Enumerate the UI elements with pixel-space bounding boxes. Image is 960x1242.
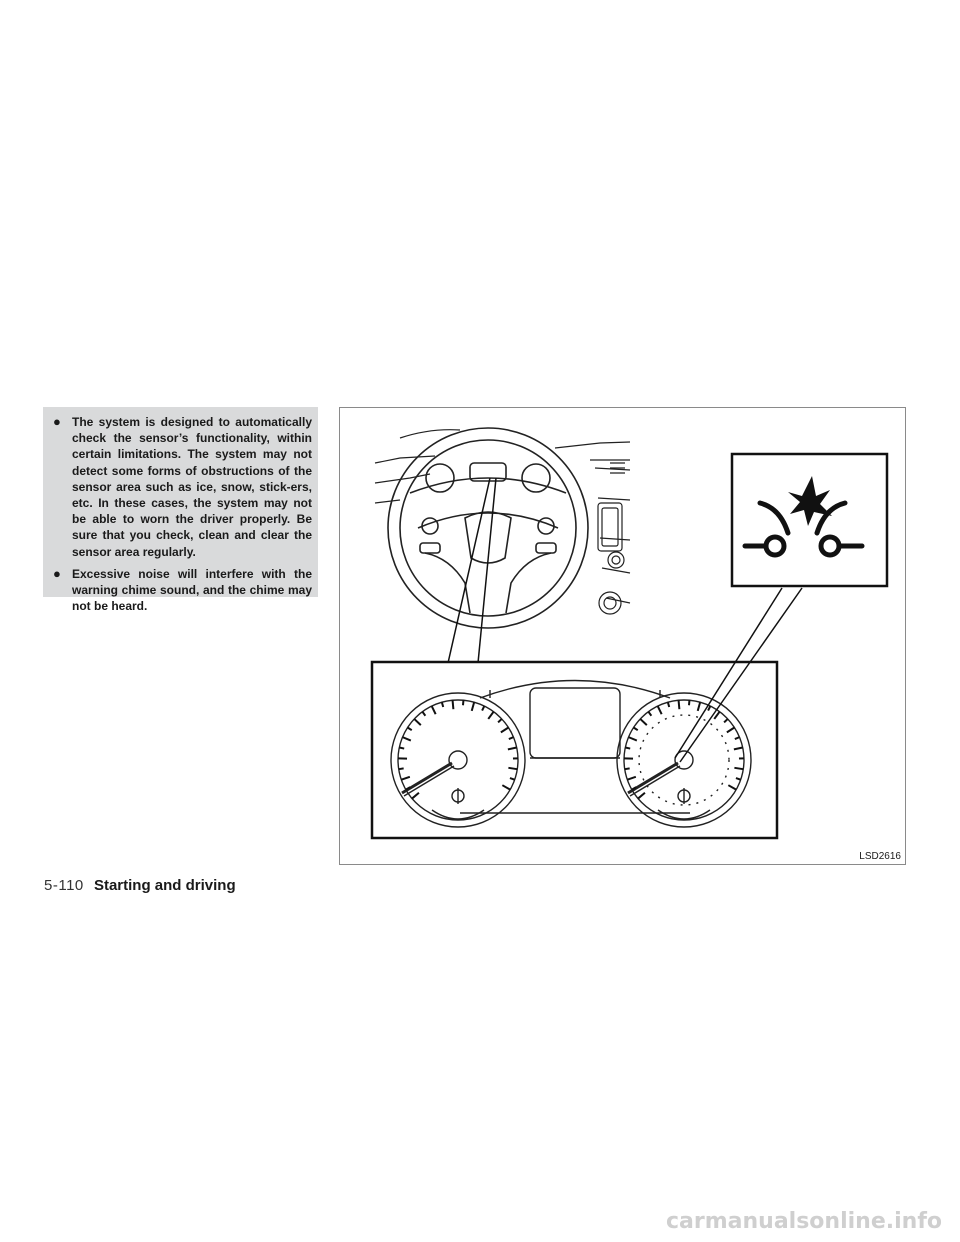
caution-list — [53, 414, 312, 614]
watermark: carmanualsonline.info — [666, 1209, 942, 1234]
gauge-tick — [625, 768, 630, 769]
section-title: Starting and driving — [93, 877, 236, 894]
gauge-tick — [399, 748, 404, 749]
gauge-tick — [668, 702, 669, 707]
gauge-tick — [679, 700, 680, 709]
gauge-tick — [399, 768, 404, 769]
figure-instrument-panel — [339, 407, 906, 865]
gauge-tick — [625, 748, 630, 749]
figure-id: LSD2616 — [859, 851, 901, 862]
caution-item — [53, 414, 312, 560]
gauge-tick — [734, 768, 743, 769]
caution-item-text: The system is designed to automatically check the sensor’s functionality, within certain limitations. The system may not detect some forms of obstructions of the sensor area such as ice, snow, stick-ers, etc. In these cases, the system may not be able to worn the driver properly. Be sure that you check, clean and clear the sensor area regularly. — [72, 415, 312, 559]
caution-item-text: Excessive noise will interfere with the warning chime sound, and the chime may not be heard. — [72, 566, 312, 614]
steering-wheel — [388, 428, 588, 628]
caution-item — [53, 566, 312, 615]
page-number: 5-110 — [44, 877, 84, 894]
bullet-icon: ● — [53, 414, 61, 429]
caution-box — [43, 407, 318, 614]
instrument-panel-illustration — [340, 408, 905, 864]
gauge-tick — [442, 702, 443, 707]
gauge-tick — [453, 700, 454, 709]
bullet-icon: ● — [53, 565, 61, 581]
page-footer — [44, 877, 236, 894]
gauge-tick — [508, 768, 517, 769]
